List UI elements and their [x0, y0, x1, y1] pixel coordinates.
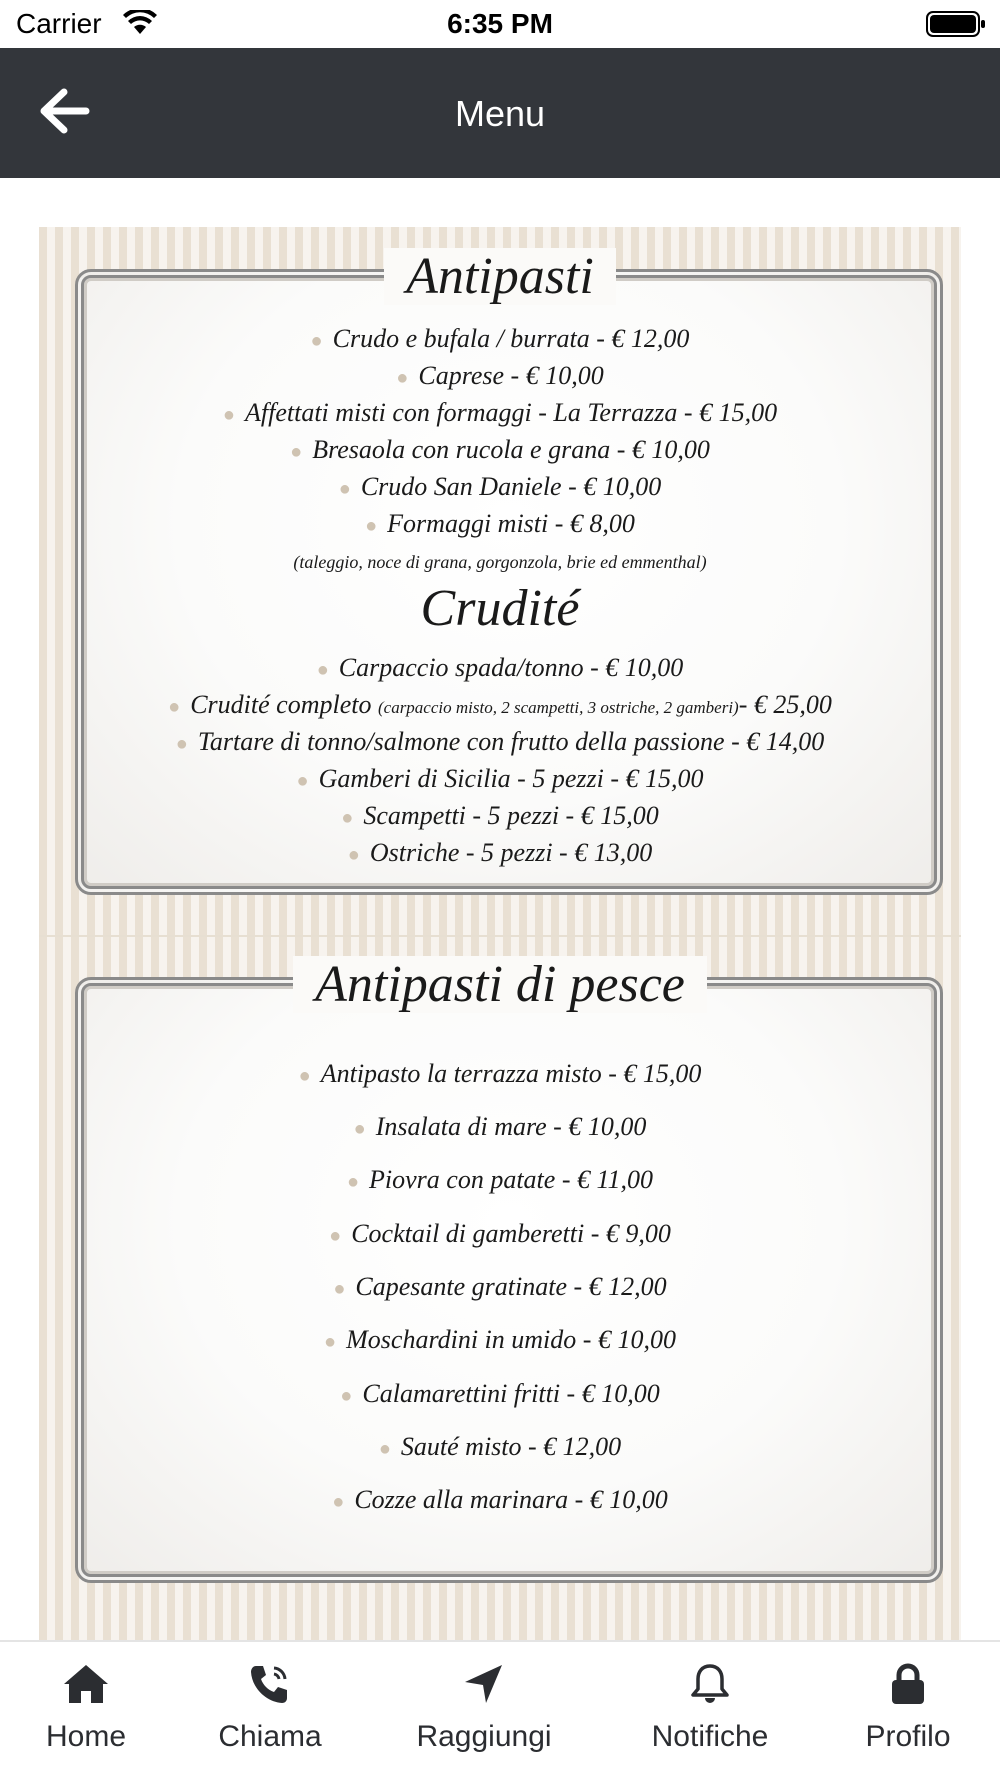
tab-profilo[interactable] [848, 1642, 968, 1780]
tab-raggiungi[interactable] [404, 1642, 564, 1780]
list-item: ● Tartare di tonno/salmone con frutto della passione - € 14,00 [175, 727, 825, 756]
list-item-note: (taleggio, noce di grana, gorgonzola, brie ed emmenthal) [293, 552, 707, 572]
section-title-crudite: Crudité [420, 580, 580, 637]
list-item: ● Bresaola con rucola e grana - € 10,00 [290, 435, 710, 464]
list-item: ● Sauté misto - € 12,00 [378, 1432, 622, 1461]
tab-label: Raggiungi [416, 1720, 552, 1753]
lock-icon [888, 1662, 928, 1706]
page-title: Menu [454, 93, 546, 134]
list-item: ● Cocktail di gamberetti - € 9,00 [329, 1219, 671, 1248]
menu-image [39, 227, 961, 1640]
list-item: ● Crudo San Daniele - € 10,00 [338, 472, 662, 501]
list-item: ● Caprese - € 10,00 [396, 361, 604, 390]
list-item: ● Moschardini in umido - € 10,00 [324, 1325, 676, 1354]
list-item: ● Antipasto la terrazza misto - € 15,00 [298, 1059, 702, 1088]
tab-label: Notifiche [651, 1720, 769, 1753]
list-item: ● Calamarettini fritti - € 10,00 [340, 1379, 660, 1408]
phone-icon [248, 1662, 292, 1706]
tab-label: Profilo [865, 1720, 951, 1753]
list-item: ● Gamberi di Sicilia - 5 pezzi - € 15,00 [296, 764, 704, 793]
section-title-antipasti: Antipasti [39, 247, 961, 307]
carrier-label: Carrier [16, 8, 102, 39]
tab-notifiche[interactable] [630, 1642, 790, 1780]
app-header [0, 48, 1000, 178]
status-bar [0, 0, 1000, 48]
list-item: ● Insalata di mare - € 10,00 [353, 1112, 647, 1141]
tab-home[interactable] [26, 1642, 146, 1780]
bottom-tab-bar [0, 1640, 1000, 1780]
bell-icon [690, 1662, 730, 1706]
battery-icon [926, 10, 986, 43]
list-item: ● Carpaccio spada/tonno - € 10,00 [316, 653, 684, 682]
list-item: ● Formaggi misti - € 8,00 [365, 509, 635, 538]
list-item: ● Crudo e bufala / burrata - € 12,00 [310, 324, 690, 353]
location-arrow-icon [462, 1662, 506, 1706]
list-item: ● Cozze alla marinara - € 10,00 [332, 1485, 668, 1514]
status-time: 6:35 PM [447, 8, 553, 39]
section-title-pesce: Antipasti di pesce [39, 955, 961, 1015]
menu-content[interactable] [0, 178, 1000, 1640]
list-item: ● Ostriche - 5 pezzi - € 13,00 [347, 838, 653, 867]
tab-chiama[interactable] [210, 1642, 330, 1780]
tab-label: Chiama [218, 1720, 322, 1753]
list-item: ● Scampetti - 5 pezzi - € 15,00 [341, 801, 659, 830]
list-item: ● Affettati misti con formaggi - La Terrazza - € 15,00 [222, 398, 778, 427]
list-item: ● Crudité completo (carpaccio misto, 2 scampetti, 3 ostriche, 2 gamberi)- € 25,00 [168, 690, 832, 719]
list-item: ● Capesante gratinate - € 12,00 [333, 1272, 667, 1301]
home-icon [61, 1662, 111, 1706]
tab-label: Home [45, 1720, 127, 1753]
list-item: ● Piovra con patate - € 11,00 [346, 1165, 654, 1194]
